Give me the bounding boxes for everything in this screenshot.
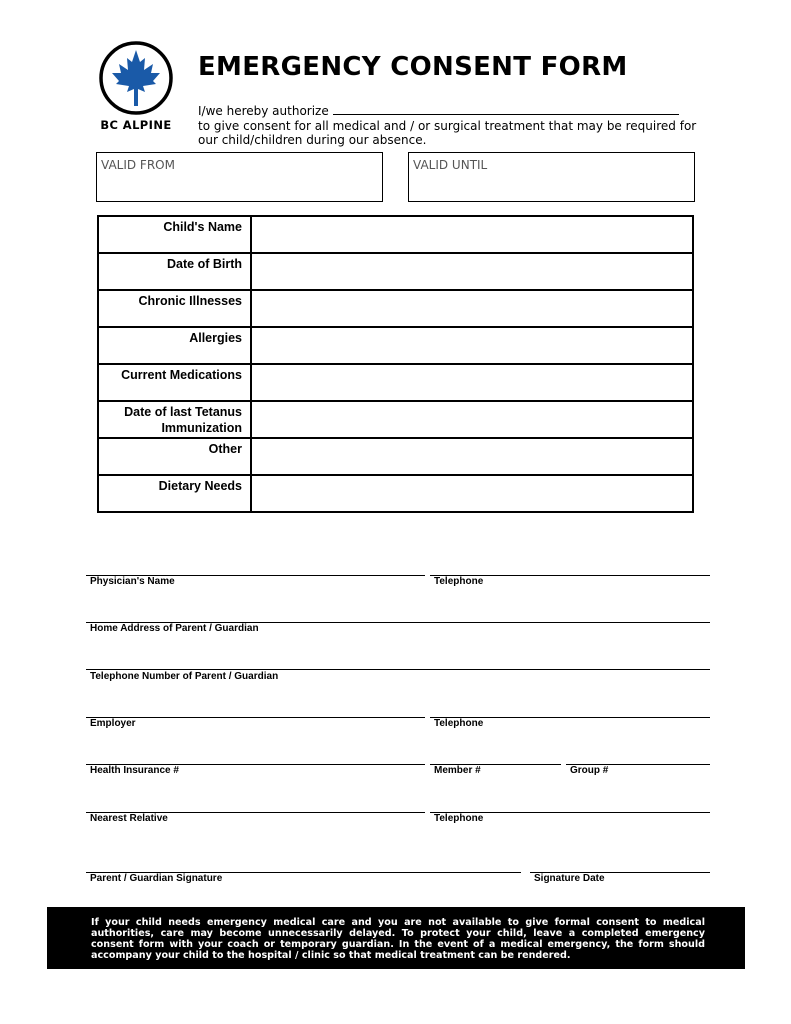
table-row [98, 216, 693, 253]
table-row [98, 364, 693, 401]
allergies-input[interactable] [251, 327, 693, 364]
other-input[interactable] [251, 438, 693, 475]
chronic-illnesses-input[interactable] [251, 290, 693, 327]
field-label: Current Medications [98, 364, 251, 401]
date-of-birth-input[interactable] [251, 253, 693, 290]
table-row [98, 253, 693, 290]
table-row [98, 438, 693, 475]
member-label: Member # [434, 765, 481, 776]
field-label: Dietary Needs [98, 475, 251, 512]
physician-name-label: Physician's Name [90, 576, 175, 587]
signature-label: Parent / Guardian Signature [90, 873, 223, 884]
field-label: Chronic Illnesses [98, 290, 251, 327]
health-insurance-label: Health Insurance # [90, 765, 179, 776]
parent-telephone-field[interactable] [86, 669, 710, 670]
table-row [98, 290, 693, 327]
employer-field[interactable] [86, 717, 425, 718]
table-row [98, 475, 693, 512]
valid-from-label: VALID FROM [101, 158, 175, 172]
field-label: Child's Name [98, 216, 251, 253]
nearest-relative-label: Nearest Relative [90, 813, 168, 824]
childs-name-input[interactable] [251, 216, 693, 253]
field-label: Date of Birth [98, 253, 251, 290]
field-label: Date of last Tetanus Immunization [98, 401, 251, 438]
authorize-prefix: I/we hereby authorize [198, 104, 329, 118]
home-address-label: Home Address of Parent / Guardian [90, 623, 259, 634]
logo-text: BC ALPINE [100, 118, 172, 132]
child-info-table [97, 215, 694, 513]
physician-telephone-label: Telephone [434, 576, 484, 587]
group-label: Group # [570, 765, 609, 776]
employer-label: Employer [90, 718, 136, 729]
field-label: Allergies [98, 327, 251, 364]
valid-until-field[interactable] [408, 152, 695, 202]
relative-telephone-label: Telephone [434, 813, 484, 824]
dietary-needs-input[interactable] [251, 475, 693, 512]
field-label: Other [98, 438, 251, 475]
page-title: EMERGENCY CONSENT FORM [198, 52, 628, 82]
parent-telephone-label: Telephone Number of Parent / Guardian [90, 671, 279, 682]
authorized-person-field[interactable] [333, 105, 679, 115]
authorization-statement [198, 104, 698, 148]
table-row [98, 401, 693, 438]
tetanus-date-input[interactable] [251, 401, 693, 438]
current-medications-input[interactable] [251, 364, 693, 401]
emergency-notice: If your child needs emergency medical care and you are not available to give formal consent to medical authorities, care may become unnecessarily delayed. To protect your child, leave a completed emergency consent form with your coach or temporary guardian. In the event of a medical emergency, the form should accompany your child to the hospital / clinic so that medical treatment can be rendered. [47, 907, 745, 969]
signature-date-label: Signature Date [534, 873, 605, 884]
authorize-line-3: our child/children during our absence. [198, 133, 427, 147]
bc-alpine-logo [98, 40, 174, 116]
valid-from-field[interactable] [96, 152, 383, 202]
employer-telephone-label: Telephone [434, 718, 484, 729]
table-row [98, 327, 693, 364]
authorize-line-2: to give consent for all medical and / or surgical treatment that may be required for [198, 118, 697, 133]
valid-until-label: VALID UNTIL [413, 158, 488, 172]
